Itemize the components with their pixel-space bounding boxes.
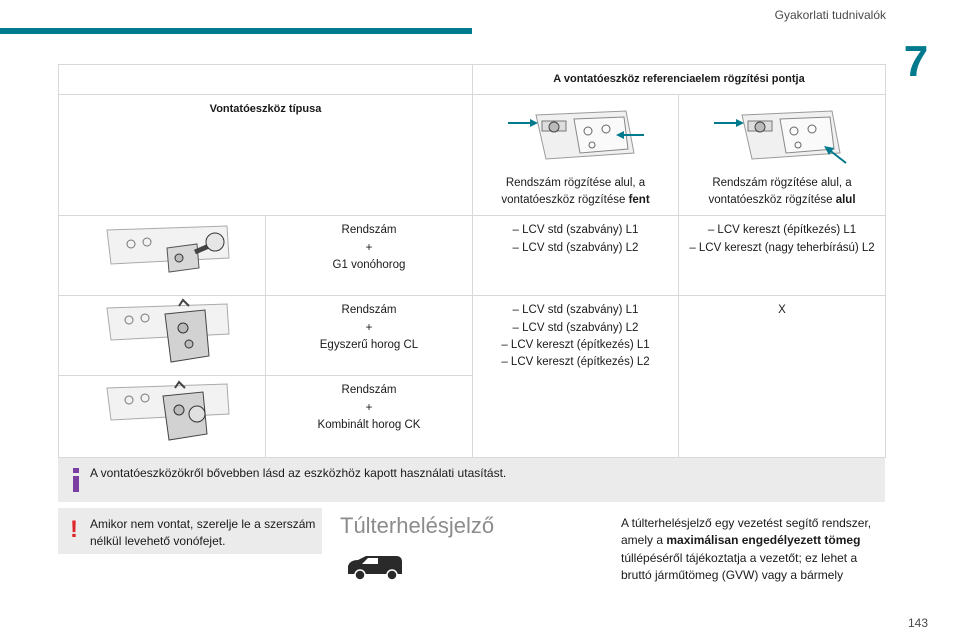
list-item: – LCV std (szabvány) L2 [512,241,639,254]
list-item: – LCV std (szabvány) L2 [512,321,639,334]
warning-note [58,508,322,554]
empty-header-cell [59,65,473,95]
mount-top-illustration [506,101,646,167]
cl-ck-alul-cell [679,296,886,458]
list-item: – LCV kereszt (építkezés) L2 [501,356,650,368]
towing-type-header: Vontatóeszköz típusa [59,94,473,216]
g1-hook-illustration [87,218,237,288]
section-title: Gyakorlati tudnivalók [774,8,886,22]
cl-ck-fent-cell [473,296,679,458]
list-item: – LCV kereszt (építkezés) L1 [501,338,650,351]
caption-alul-bold: alul [835,194,856,206]
ck-desc-cell [266,376,473,458]
page-number: 143 [908,616,929,630]
overload-text-1: A túlterhelésjelző egy vezetést segítő rendszer, amely a [621,516,872,548]
cl-hook-illustration [87,298,237,368]
list-item: – LCV std (szabvány) L1 [512,304,639,317]
cl-desc-plus: + [365,321,373,334]
warning-text: Amikor nem vontat, szerelje le a szerszám nélkül levehető vonófejet. [90,517,316,549]
ck-hook-image-cell [59,376,266,458]
g1-alul-cell [679,216,886,296]
caption-alul-prefix: Rendszám rögzítése alul, a vontatóeszköz rögzítése [708,176,852,206]
info-text: A vontatóeszközökről bővebben lásd az eszközhöz kapott használati utasítást. [90,466,507,480]
ck-desc-line: Rendszám [341,384,397,397]
overload-text-2: túllépéséről tájékoztatja a vezetőt; ez lehet a bruttó járműtömeg (GVW) vagy a bármely [621,550,858,583]
cl-desc-name: Egyszerű horog CL [319,338,419,351]
g1-desc-cell [266,216,473,296]
g1-fent-cell [473,216,679,296]
cl-desc-cell [266,296,473,376]
ck-desc-plus: + [365,401,373,414]
overload-description [621,515,885,585]
g1-desc-line: Rendszám [341,224,397,237]
ck-desc-name: Kombinált horog CK [317,418,421,431]
info-note [58,458,885,502]
g1-desc-plus: + [365,241,373,254]
mount-bottom-illustration [712,101,852,167]
warning-icon: ! [70,516,78,543]
towing-table [58,64,886,458]
mount-bottom-cell [679,94,886,216]
list-item: – LCV kereszt (nagy teherbírású) L2 [689,241,875,254]
ck-hook-illustration [87,378,237,448]
g1-desc-name: G1 vonóhorog [332,258,406,271]
cl-desc-line: Rendszám [341,304,397,317]
overload-text-bold: maximálisan engedélyezett tömeg [666,533,861,548]
info-icon [72,468,80,492]
caption-fent-prefix: Rendszám rögzítése alul, a vontatóeszköz rögzítése [501,176,646,206]
not-applicable-mark: X [778,304,786,317]
list-item: – LCV kereszt (építkezés) L1 [707,224,857,237]
list-item: – LCV std (szabvány) L1 [512,224,639,237]
caption-fent-bold: fent [628,194,650,206]
overload-title: Túlterhelésjelző [340,513,495,538]
chapter-number: 7 [903,37,929,86]
g1-hook-image-cell [59,216,266,296]
mount-top-cell [473,94,679,216]
ref-point-header: A vontatóeszköz referenciaelem rögzítési pontja [473,65,886,95]
van-icon [344,552,408,582]
top-accent-bar [0,28,472,34]
cl-hook-image-cell [59,296,266,376]
